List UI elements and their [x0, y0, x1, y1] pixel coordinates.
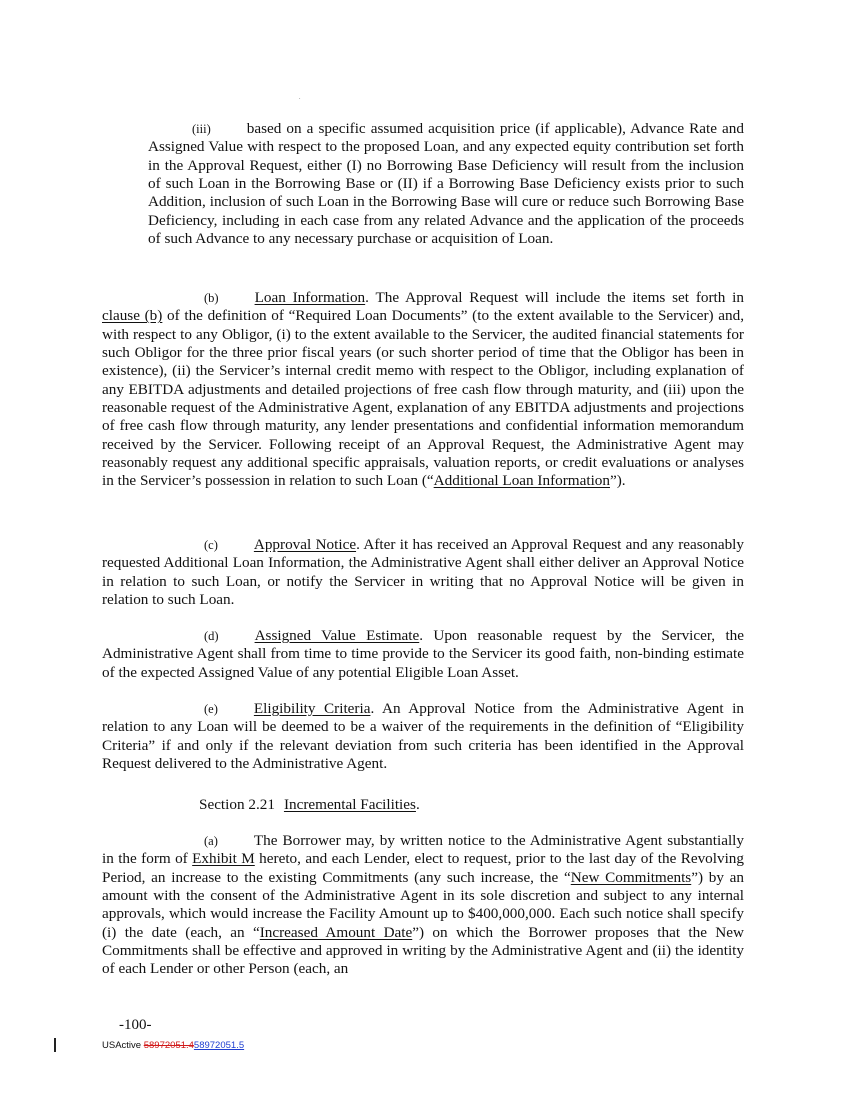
document-id-deleted: 58972051.4 — [143, 1040, 194, 1051]
paragraph-iii-label: (iii) — [192, 122, 211, 136]
defined-term-new-commitments: New Commitments — [570, 868, 692, 886]
paragraph-e-heading: Eligibility Criteria — [253, 700, 371, 717]
paragraph-d — [102, 627, 744, 682]
paragraph-b-text: . The Approval Request will include the items set forth in — [365, 289, 744, 306]
paragraph-iii-text: based on a specific assumed acquisition price (if applicable), Advance Rate and Assigned Value with respect to the proposed Loan, and any expected equity contribution set forth in the Approval Request, either (I) no Borrowing Base Deficiency will result from the inclusion of such Loan in the Borrowing Base or (II) if a Borrowing Base Deficiency exists prior to such Addition, inclusion of such Loan in the Borrowing Base will cure or reduce such Borrowing Base Deficiency, including in each case from any related Advance and the application of the proceeds of such Advance to any necessary purchase or acquisition of Loan. — [148, 120, 744, 248]
paragraph-a-text-4: ”) on which the Borrower proposes that the New Commitments shall be effective and approved in writing by the Administrative Agent and (ii) the identity of each Lender or other Person (each, an — [102, 923, 744, 978]
section-period: . — [415, 796, 420, 813]
paragraph-a-label: (a) — [204, 834, 218, 848]
paragraph-c-heading: Approval Notice — [253, 536, 357, 553]
paragraph-d-text: . Upon reasonable request by the Servicer, the Administrative Agent shall from time to time provide to the Servicer its good faith, non-binding estimate of the expected Assigned Value of any potential Eligible Loan Asset. — [102, 627, 744, 681]
paragraph-c — [102, 536, 744, 609]
defined-term-increased-amount-date: Increased Amount Date — [259, 923, 413, 941]
section-number: Section 2.21 — [199, 796, 275, 813]
paragraph-b — [102, 289, 744, 491]
page-number: -100- — [119, 1017, 152, 1033]
clause-reference: clause (b) — [102, 307, 163, 325]
paragraph-c-label: (c) — [204, 538, 218, 552]
section-heading — [199, 796, 744, 814]
document-id-prefix: USActive — [102, 1040, 144, 1051]
paragraph-d-label: (d) — [204, 629, 219, 643]
paragraph-a-text-3: ”) by an amount with the consent of the Administrative Agent in its sole discretion and subject to any internal approvals, which would increase the Facility Amount up to $400,000,000. Each such notice shall specify (i) the date (each, an “ — [102, 868, 744, 941]
paragraph-e-text: . An Approval Notice from the Administrative Agent in relation to any Loan will be deemed to be a waiver of the requirements in the definition of “Eligibility Criteria” if and only if the relevant deviation from such criteria has been identified in the Approval Request delivered to the Administrative Agent. — [102, 700, 744, 773]
defined-term: Additional Loan Information — [433, 472, 610, 490]
paragraph-c-text: . After it has received an Approval Request and any reasonably requested Additional Loan Information, the Administrative Agent shall either deliver an Approval Notice in relation to such Loan, or notify the Servicer in writing that no Approval Notice will be given in relation to such Loan. — [102, 536, 745, 609]
paragraph-b-text-3: ”). — [609, 472, 626, 490]
paragraph-b-label: (b) — [204, 291, 219, 305]
document-id-inserted: 58972051.5 — [193, 1040, 245, 1051]
section-title: Incremental Facilities — [283, 796, 416, 813]
paragraph-b-heading: Loan Information — [254, 289, 366, 306]
exhibit-reference: Exhibit M — [192, 850, 255, 868]
paragraph-iii — [148, 120, 744, 248]
paragraph-e-label: (e) — [204, 702, 218, 716]
paragraph-a — [102, 832, 744, 979]
paragraph-d-heading: Assigned Value Estimate — [254, 627, 420, 644]
change-bar — [54, 1038, 56, 1052]
document-id — [102, 1040, 244, 1052]
paragraph-e — [102, 700, 744, 773]
stray-mark: . — [299, 95, 301, 101]
paragraph-b-text-2: of the definition of “Required Loan Documents” (to the extent available to the Servicer) and, with respect to any Obligor, (i) to the extent available to the Servicer, the audited financial statements for such Obligor for the three prior fiscal years (or such shorter period of time that the Obligor has been in existence), (ii) the Servicer’s internal credit memo with respect to the Obligor, including explanation of any EBITDA adjustments and detailed projections of free cash flow through maturity, and (iii) upon the reasonable request of the Administrative Agent, explanation of any EBITDA adjustments and projections of free cash flow through maturity, any lender presentations and confidential information memorandum received by the Servicer. Following receipt of an Approval Request, the Administrative Agent may reasonably request any additional specific appraisals, valuation reports, or credit evaluations or analyses in the Servicer’s possession in relation to such Loan (“ — [102, 307, 744, 490]
paragraph-a-text-2: hereto, and each Lender, elect to request, prior to the last day of the Revolving Period, an increase to the existing Commitments (any such increase, the “ — [102, 850, 744, 886]
paragraph-a-text: The Borrower may, by written notice to the Administrative Agent substantially in the form of — [102, 832, 744, 868]
